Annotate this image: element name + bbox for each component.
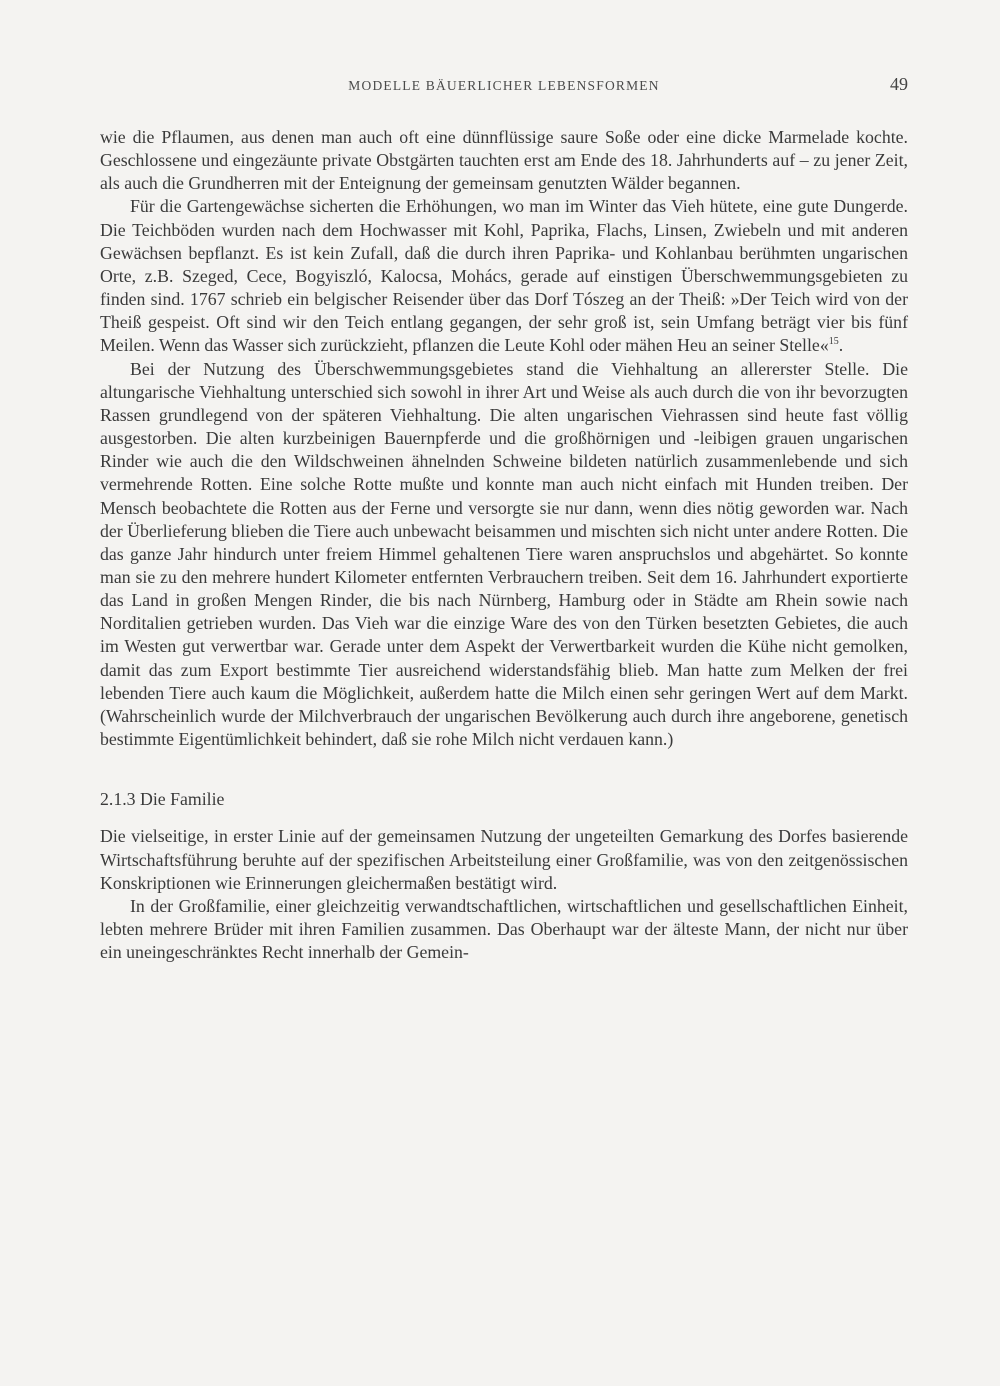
paragraph-5: In der Großfamilie, einer gleichzeitig verwandtschaftlichen, wirtschaftlichen und gesellschaftlichen Einheit, lebten mehrere Brüder mit ihren Familien zusammen. Das Oberhaupt war der älteste Mann, der nicht nur über ein uneingeschränktes Recht innerhalb der Gemein- xyxy=(100,895,908,963)
paragraph-2-text: Für die Gartengewächse sicherten die Erhöhungen, wo man im Winter das Vieh hütete, eine gute Dungerde. Die Teichböden wurden nach dem Hochwasser mit Kohl, Paprika, Flachs, Linsen, Zwiebeln und mit anderen Gewächsen bepflanzt. Es ist kein Zufall, daß die durch ihren Paprika- und Kohlanbau berühmten ungarischen Orte, z.B. Szeged, Cece, Bogyiszló, Kalocsa, Mohács, gerade auf einstigen Überschwemmungsgebieten zu finden sind. 1767 schrieb ein belgischer Reisender über das Dorf Tószeg an der Theiß: »Der Teich wird von der Theiß gespeist. Oft sind wir den Teich entlang gegangen, der sehr groß ist, sein Umfang beträgt vier bis fünf Meilen. Wenn das Wasser sich zurückzieht, pflanzen die Leute Kohl oder mähen Heu an seiner Stelle« xyxy=(100,196,908,356)
footnote-marker: 15 xyxy=(828,336,839,348)
paragraph-2 xyxy=(100,195,908,357)
page-number: 49 xyxy=(890,74,908,94)
body-text xyxy=(100,126,908,964)
paragraph-2-end: . xyxy=(838,335,844,356)
paragraph-3: Bei der Nutzung des Überschwemmungsgebietes stand die Viehhaltung an allererster Stelle. Die altungarische Viehhaltung unterschied sich sowohl in ihrer Art und Weise als auch durch die von ihr bevorzugten Rassen grundlegend von der späteren Viehhaltung. Die alten ungarischen Viehrassen sind heute fast völlig ausgestorben. Die alten kurzbeinigen Bauernpferde und die großhörnigen und -leibigen grauen ungarischen Rinder wie auch die den Wildschweinen ähnelnden Schweine bildeten natürlich zusammenlebende und sich vermehrende Rotten. Eine solche Rotte mußte und konnte man auch nicht einfach mit Hunden treiben. Der Mensch beobachtete die Rotten aus der Ferne und versorgte sie nur dann, wenn dies nötig geworden war. Nach der Überlieferung blieben die Tiere auch unbewacht beisammen und mischten sich nicht unter andere Rotten. Die das ganze Jahr hindurch unter freiem Himmel gehaltenen Tiere waren anspruchslos und abgehärtet. So konnte man sie zu den mehrere hundert Kilometer entfernten Verbrauchern treiben. Seit dem 16. Jahrhundert exportierte das Land in großen Mengen Rinder, die bis nach Nürnberg, Hamburg oder in Städte am Rhein sowie nach Norditalien getrieben wurden. Das Vieh war die einzige Ware des von den Türken besetzten Gebietes, die auch im Westen gut verwertbar war. Gerade unter dem Aspekt der Verwertbarkeit wurden die Kühe nicht gemolken, damit das zum Export bestimmte Tier ausreichend widerstandsfähig blieb. Man hatte zum Melken der frei lebenden Tiere auch kaum die Möglichkeit, außerdem hatte die Milch einen sehr geringen Wert auf dem Markt. (Wahrscheinlich wurde der Milchverbrauch der ungarischen Bevölkerung auch durch ihre angeborene, genetisch bestimmte Eigentümlichkeit behindert, daß sie rohe Milch nicht verdauen kann.) xyxy=(100,358,908,750)
paragraph-1: wie die Pflaumen, aus denen man auch oft eine dünnflüssige saure Soße oder eine dicke Marmelade kochte. Geschlossene und eingezäunte private Obstgärten tauchten erst am Ende des 18. Jahrhunderts auf – zu jener Zeit, als auch die Grundherren mit der Enteignung der gemeinsam genutzten Wälder begannen. xyxy=(100,127,908,194)
running-head xyxy=(100,74,908,102)
running-title: MODELLE BÄUERLICHER LEBENSFORMEN xyxy=(348,78,660,93)
section-heading: 2.1.3 Die Familie xyxy=(100,789,225,810)
paragraph-4: Die vielseitige, in erster Linie auf der gemeinsamen Nutzung der ungeteilten Gemarkung des Dorfes basierende Wirtschaftsführung beruhte auf der spezifischen Arbeitsteilung einer Großfamilie, was von den zeitgenössischen Konskriptionen wie Erinnerungen gleichermaßen bestätigt wird. xyxy=(100,826,908,893)
